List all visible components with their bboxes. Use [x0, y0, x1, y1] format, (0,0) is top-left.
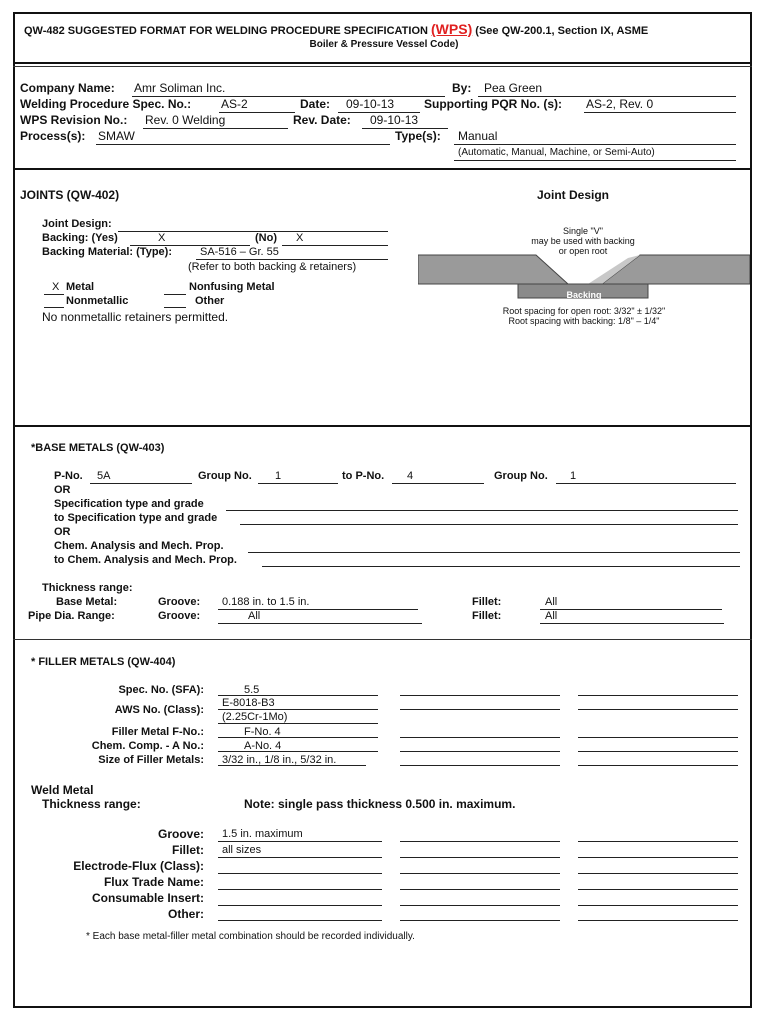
title-suffix: (See QW-200.1, Section IX, ASME — [475, 25, 649, 37]
pqr-label: Supporting PQR No. (s): — [424, 97, 562, 111]
weld-fillet-label: Fillet: — [172, 843, 204, 857]
types-label: Type(s): — [395, 129, 441, 143]
company-label: Company Name: — [20, 81, 115, 95]
wps-badge: (WPS) — [431, 21, 473, 37]
joints-heading: JOINTS (QW-402) — [20, 188, 120, 202]
base-metals-heading: *BASE METALS (QW-403) — [31, 442, 165, 454]
diagram-note: may be used with backing — [531, 236, 635, 246]
backing-label: Backing: (Yes) — [42, 232, 118, 244]
single-pass-note: Note: single pass thickness 0.500 in. maximum. — [244, 797, 516, 811]
metal-checkbox[interactable]: X — [52, 281, 60, 293]
divider — [13, 62, 752, 64]
nonfusing-label: Nonfusing Metal — [189, 281, 275, 293]
or-label: OR — [54, 526, 71, 538]
backing-no-label: (No) — [255, 232, 277, 244]
groove-label: Groove: — [158, 596, 201, 608]
size-value[interactable]: 3/32 in., 1/8 in., 5/32 in. — [222, 754, 337, 766]
weld-groove-value[interactable]: 1.5 in. maximum — [222, 828, 303, 840]
footnote: * Each base metal-filler metal combination should be recorded individually. — [86, 931, 415, 942]
joint-design-label: Joint Design: — [42, 218, 112, 230]
pipe-groove-label: Groove: — [158, 610, 201, 622]
pipe-groove-value[interactable]: All — [248, 610, 261, 622]
divider — [13, 66, 752, 67]
spec-sfa-label: Spec. No. (SFA): — [118, 684, 204, 696]
thickness-label: Thickness range: — [42, 582, 133, 594]
retainer-note: No nonmetallic retainers permitted. — [42, 310, 229, 324]
nonmetallic-label: Nonmetallic — [66, 295, 129, 307]
group-value[interactable]: 1 — [275, 470, 282, 482]
backing-tag: Backing — [566, 290, 602, 300]
divider — [13, 425, 752, 427]
types-value[interactable]: Manual — [458, 129, 498, 143]
diagram-note: or open root — [558, 246, 608, 256]
fno-value[interactable]: F-No. 4 — [244, 726, 281, 738]
spec-sfa-value[interactable]: 5.5 — [244, 684, 260, 696]
ano-label: Chem. Comp. - A No.: — [91, 740, 204, 752]
pipe-label: Pipe Dia. Range: — [28, 610, 115, 622]
rev-date-value[interactable]: 09-10-13 — [370, 113, 419, 127]
diagram-note: Single "V" — [563, 226, 603, 236]
date-label: Date: — [300, 97, 331, 111]
weld-other-label: Other: — [168, 907, 204, 921]
aws-value[interactable]: E-8018-B3 — [222, 697, 275, 709]
process-value[interactable]: SMAW — [98, 129, 135, 143]
fillet-label: Fillet: — [472, 596, 502, 608]
rev-value[interactable]: Rev. 0 Welding — [145, 113, 226, 127]
by-label: By: — [452, 81, 472, 95]
weld-metal-heading: Weld Metal — [31, 783, 94, 797]
backing-note: (Refer to both backing & retainers) — [188, 261, 357, 273]
wps-no-value[interactable]: AS-2 — [221, 97, 248, 111]
size-label: Size of Filler Metals: — [98, 754, 204, 766]
joint-design-heading: Joint Design — [537, 188, 610, 202]
groove-value[interactable]: 0.188 in. to 1.5 in. — [222, 596, 310, 608]
divider — [13, 168, 752, 170]
divider — [13, 639, 752, 640]
electrode-flux-label: Electrode-Flux (Class): — [73, 859, 204, 873]
weld-groove-label: Groove: — [157, 827, 204, 841]
backing-no-value[interactable]: X — [296, 232, 304, 244]
root-spacing-notes — [418, 306, 750, 326]
metal-label: Metal — [66, 281, 95, 293]
aws-label: AWS No. (Class): — [114, 704, 204, 716]
rev-label: WPS Revision No.: — [20, 113, 128, 127]
backing-yes-value[interactable]: X — [158, 232, 166, 244]
by-value[interactable]: Pea Green — [484, 81, 543, 95]
process-label: Process(s): — [20, 129, 86, 143]
ano-value[interactable]: A-No. 4 — [244, 740, 282, 752]
types-hint: (Automatic, Manual, Machine, or Semi-Auto) — [458, 147, 655, 158]
group-label: Group No. — [198, 470, 252, 482]
chem-label: Chem. Analysis and Mech. Prop. — [54, 540, 224, 552]
aws-value-detail[interactable]: (2.25Cr-1Mo) — [222, 711, 288, 723]
to-pno-label: to P-No. — [342, 470, 385, 482]
consumable-insert-label: Consumable Insert: — [91, 891, 204, 905]
flux-trade-name-label: Flux Trade Name: — [103, 875, 204, 889]
base-metal-label: Base Metal: — [56, 596, 118, 608]
filler-heading: * FILLER METALS (QW-404) — [31, 656, 176, 668]
pipe-fillet-label: Fillet: — [472, 610, 502, 622]
rev-date-label: Rev. Date: — [293, 113, 351, 127]
other-label: Other — [195, 295, 225, 307]
root-spacing-open: Root spacing for open root: 3/32" ± 1/32" — [502, 306, 666, 316]
date-value[interactable]: 09-10-13 — [346, 97, 395, 111]
wps-no-label: Welding Procedure Spec. No.: — [20, 97, 192, 111]
pipe-fillet-value[interactable]: All — [545, 610, 558, 622]
root-spacing-backing: Root spacing with backing: 1/8" – 1/4" — [508, 316, 660, 326]
spec-label: Specification type and grade — [54, 498, 204, 510]
fno-label: Filler Metal F-No.: — [111, 726, 204, 738]
to-pno-value[interactable]: 4 — [407, 470, 414, 482]
company-value[interactable]: Amr Soliman Inc. — [134, 81, 226, 95]
group2-value[interactable]: 1 — [570, 470, 577, 482]
title-line2: Boiler & Pressure Vessel Code) — [309, 39, 459, 50]
to-chem-label: to Chem. Analysis and Mech. Prop. — [54, 554, 237, 566]
pno-label: P-No. — [54, 470, 83, 482]
group2-label: Group No. — [494, 470, 548, 482]
to-spec-label: to Specification type and grade — [54, 512, 218, 524]
backing-material-value[interactable]: SA-516 – Gr. 55 — [200, 246, 279, 258]
weld-thickness-label: Thickness range: — [42, 797, 141, 811]
fillet-value[interactable]: All — [545, 596, 558, 608]
title-text: QW-482 SUGGESTED FORMAT FOR WELDING PROCEDURE SPECIFICATION — [24, 25, 428, 37]
form-title — [24, 21, 648, 37]
backing-material-label: Backing Material: (Type): — [42, 246, 172, 258]
or-label: OR — [54, 484, 71, 496]
pno-value[interactable]: 5A — [97, 470, 111, 482]
weld-fillet-value[interactable]: all sizes — [222, 844, 262, 856]
pqr-value[interactable]: AS-2, Rev. 0 — [586, 97, 654, 111]
